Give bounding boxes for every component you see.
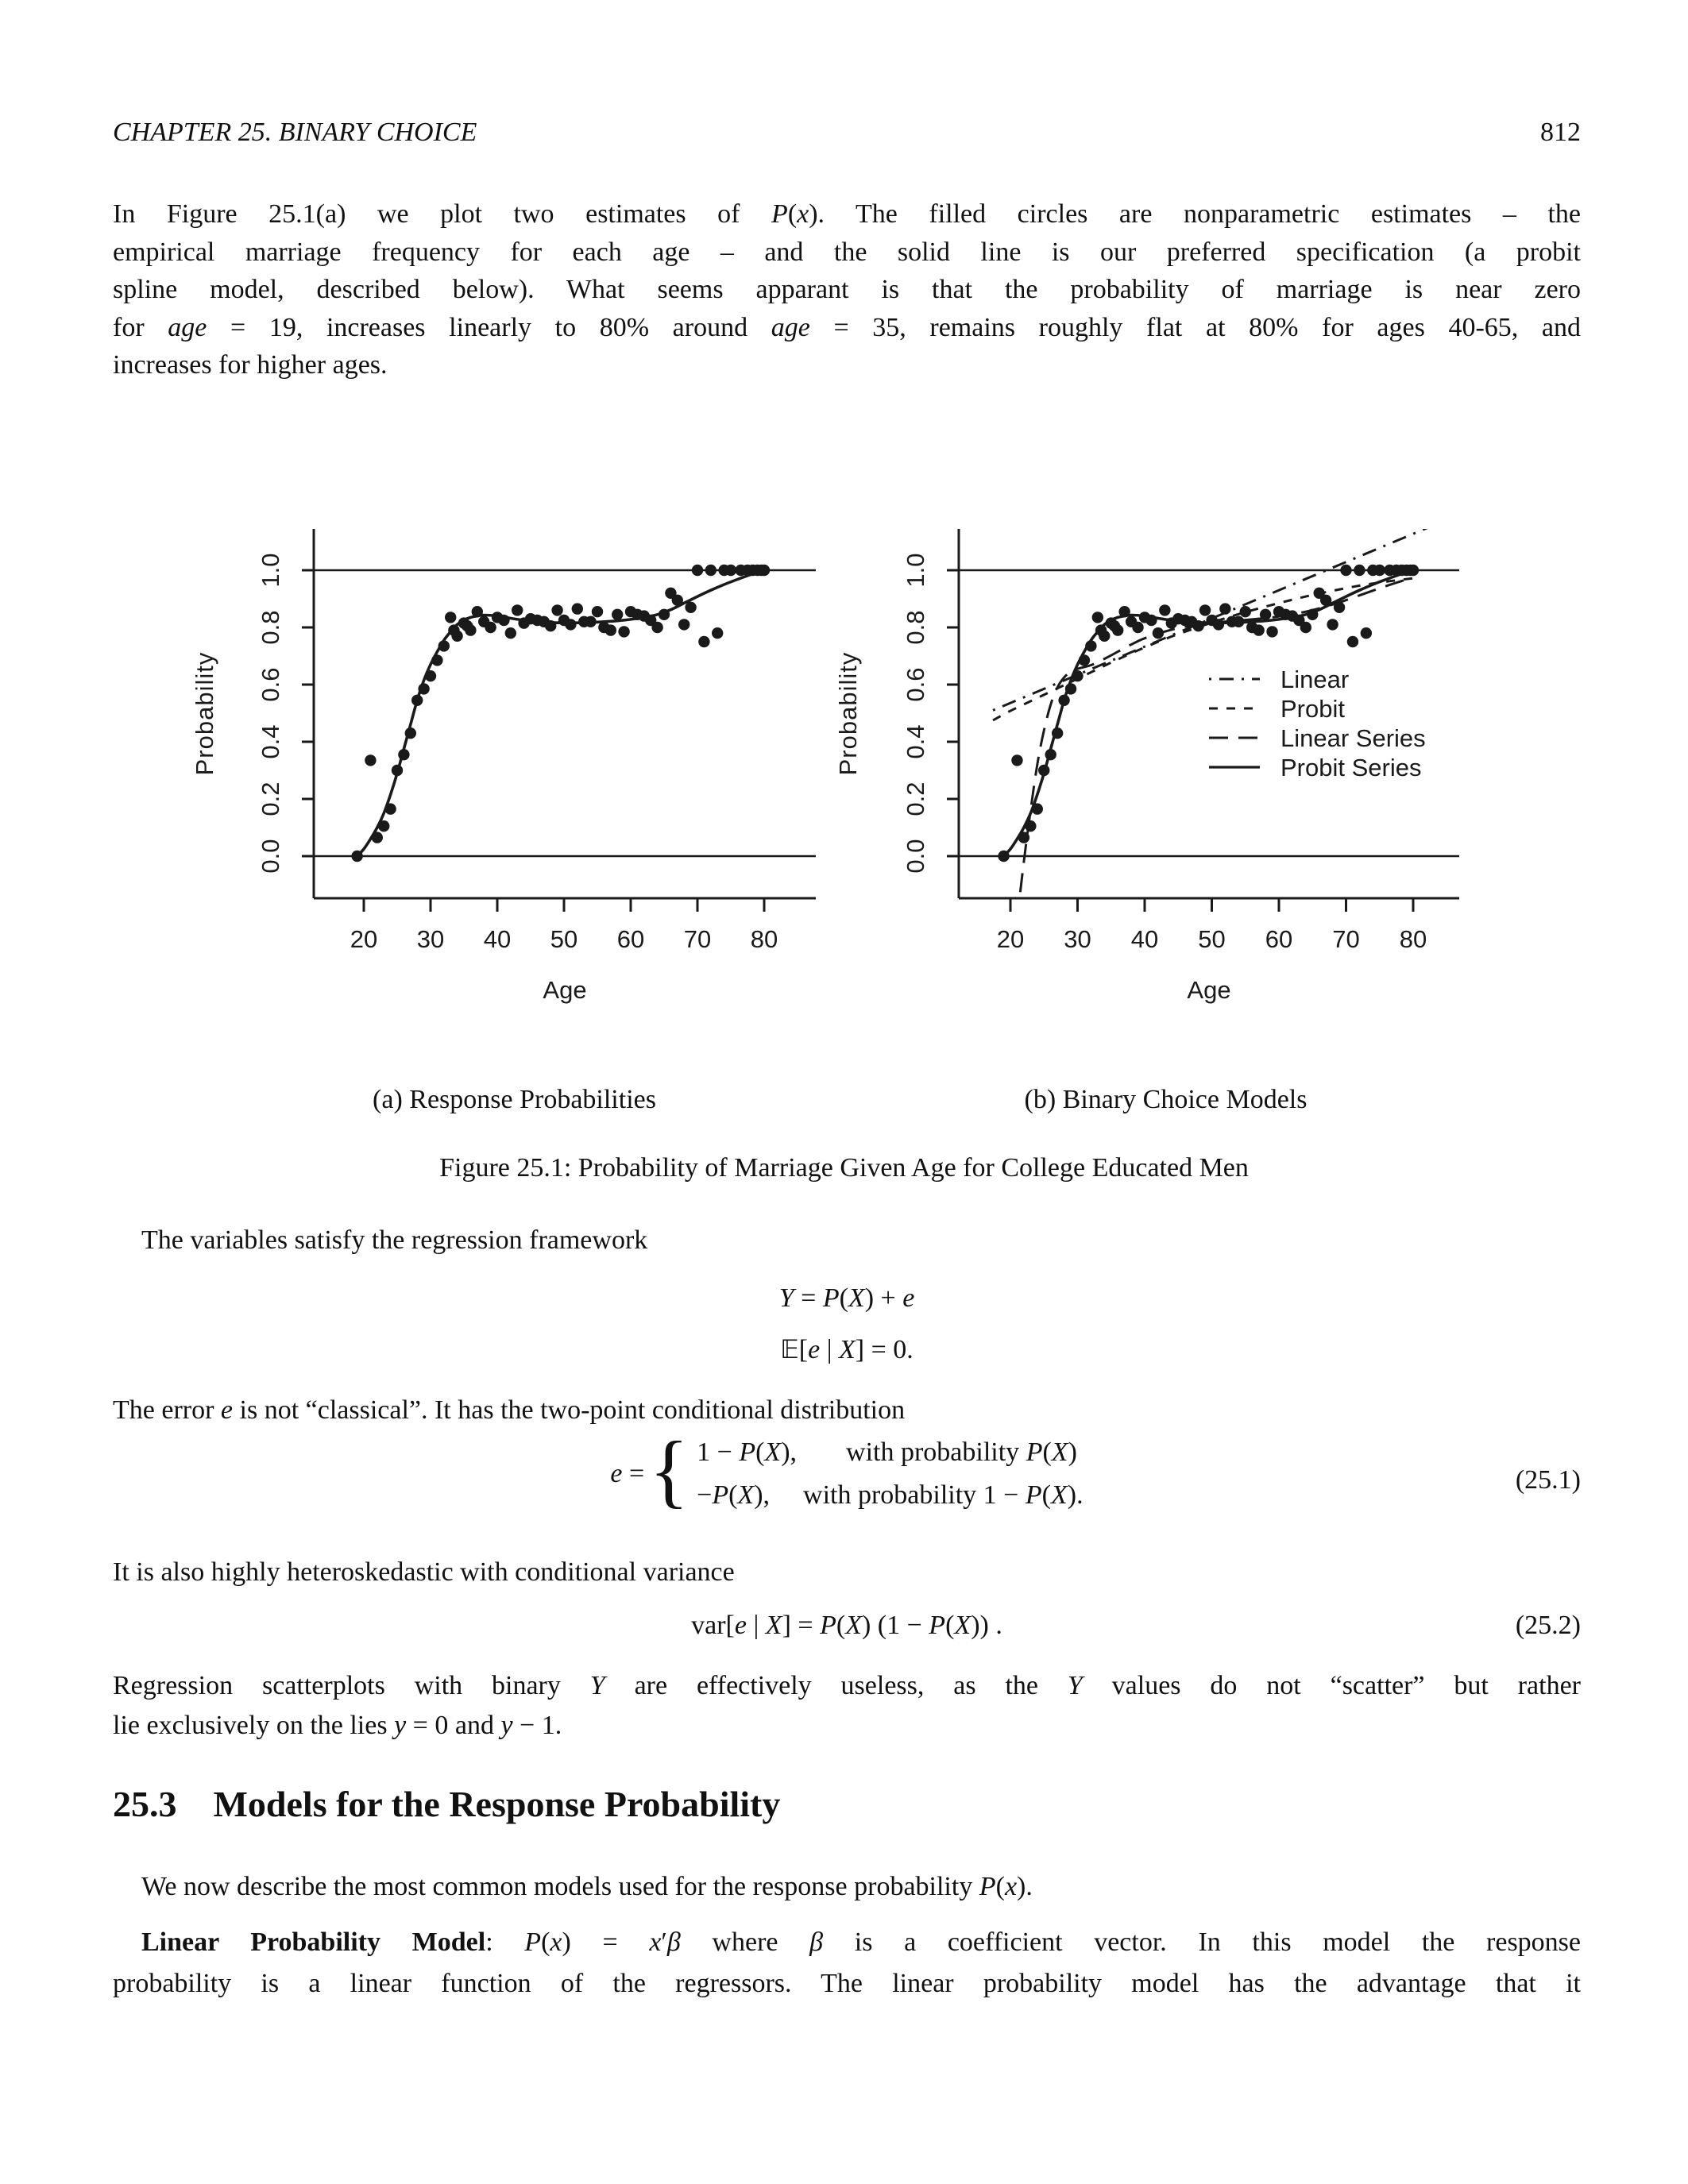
data-point	[465, 624, 476, 635]
paragraph	[113, 1391, 905, 1430]
text-segment: ). The filled circles are nonparametric estimates – the	[809, 199, 1581, 229]
text-segment: ),	[754, 1480, 771, 1510]
data-point	[1025, 820, 1036, 832]
data-point	[1266, 626, 1277, 637]
data-point	[1058, 695, 1069, 706]
text-segment: P	[524, 1927, 542, 1957]
paragraph	[113, 1868, 1033, 1906]
data-point	[1018, 832, 1029, 843]
data-point	[1408, 565, 1419, 576]
text-segment: ) (1 −	[861, 1611, 929, 1640]
data-point	[1099, 631, 1110, 642]
text-segment: P	[1026, 1437, 1043, 1467]
data-point	[1038, 765, 1049, 776]
text-segment: = 0 and	[406, 1711, 501, 1740]
data-point	[1153, 627, 1164, 639]
text-segment: Linear Probability Model	[141, 1927, 486, 1957]
text-segment: X	[848, 1283, 865, 1313]
x-tick-label: 50	[1198, 925, 1226, 953]
paragraph-line	[113, 195, 1581, 233]
data-point	[1011, 754, 1022, 766]
text-segment: (	[945, 1611, 955, 1640]
text-segment: probability is a linear function of the regressors. The linear probability model has the advantage that it	[113, 1969, 1581, 1998]
text-segment: =	[622, 1459, 645, 1488]
x-tick-label: 60	[616, 925, 645, 953]
x-tick-label: 40	[483, 925, 512, 953]
text-segment: X	[765, 1611, 782, 1640]
text-segment: y	[394, 1711, 407, 1740]
figure-caption: Figure 25.1: Probability of Marriage Given Age for College Educated Men	[439, 1153, 1249, 1183]
x-tick-label: 70	[683, 925, 712, 953]
data-point	[1072, 670, 1083, 681]
data-point	[451, 631, 462, 642]
data-point	[725, 565, 736, 576]
data-point	[405, 727, 416, 739]
page-number: 812	[1540, 118, 1581, 147]
data-point	[1092, 612, 1103, 623]
data-point	[438, 640, 450, 651]
y-tick-label: 0.8	[902, 610, 929, 645]
text-segment: (	[755, 1437, 765, 1467]
text-segment: is a coefficient vector. In this model the response	[823, 1927, 1581, 1957]
text-segment: (	[836, 1611, 846, 1640]
data-point	[1032, 803, 1043, 814]
x-tick-label: 60	[1265, 925, 1293, 953]
text-segment: (	[1042, 1437, 1052, 1467]
data-point	[411, 695, 423, 706]
data-point	[1334, 602, 1345, 613]
data-point	[1219, 603, 1230, 614]
data-point	[1327, 619, 1338, 630]
data-point	[1340, 565, 1351, 576]
text-segment: values do not “scatter” but rather	[1082, 1671, 1581, 1700]
scatterplot-paragraph	[113, 1666, 1581, 1746]
text-segment: x	[797, 199, 809, 229]
data-point	[651, 622, 662, 633]
x-tick-label: 20	[350, 925, 378, 953]
text-segment: e	[808, 1335, 821, 1364]
data-point	[692, 565, 703, 576]
y-tick-label: 0.0	[902, 839, 929, 874]
curve-probit	[993, 578, 1413, 720]
section-number: 25.3	[113, 1784, 177, 1824]
y-tick-label: 0.6	[902, 667, 929, 702]
data-point	[1065, 683, 1076, 694]
paragraph-line	[113, 1666, 1581, 1706]
data-point	[612, 609, 623, 620]
text-segment: P	[739, 1437, 756, 1467]
data-point	[1145, 615, 1157, 626]
text-segment: P	[979, 1872, 996, 1901]
text-segment: = 19, increases linearly to 80% around	[207, 312, 771, 342]
text-segment: (	[787, 199, 798, 229]
data-point	[1045, 749, 1056, 760]
y-tick-label: 0.2	[257, 781, 284, 816]
data-point	[431, 654, 442, 666]
text-segment: Y	[589, 1671, 605, 1700]
x-axis-title: Age	[1187, 976, 1231, 1004]
text-segment: Regression scatterplots with binary	[113, 1671, 590, 1700]
y-tick-label: 0.6	[257, 667, 284, 702]
text-segment: ] =	[782, 1611, 821, 1640]
data-point	[1132, 622, 1143, 633]
data-point	[498, 615, 509, 626]
data-point	[425, 670, 436, 681]
text-segment: It is also highly heteroskedastic with conditional variance	[113, 1557, 735, 1587]
data-point	[1320, 595, 1331, 606]
intro-paragraph	[113, 195, 1581, 384]
text-segment: e	[220, 1395, 234, 1425]
legend-label: Linear	[1280, 666, 1350, 693]
text-segment: x	[550, 1927, 562, 1957]
data-point	[672, 595, 683, 606]
text-segment: (	[728, 1480, 738, 1510]
legend-label: Probit Series	[1280, 754, 1422, 781]
text-segment: is not “classical”. It has the two-point conditional distribution	[233, 1395, 906, 1425]
data-point	[705, 565, 717, 576]
y-tick-label: 0.4	[257, 724, 284, 759]
y-tick-label: 1.0	[257, 553, 284, 588]
text-segment: P	[822, 1283, 840, 1313]
data-point	[592, 606, 603, 617]
data-point	[1253, 624, 1264, 635]
legend-label: Probit	[1280, 695, 1345, 723]
text-segment: x	[649, 1927, 662, 1957]
text-segment: age	[168, 312, 207, 342]
text-segment: =	[794, 1283, 823, 1313]
text-segment: e	[734, 1611, 747, 1640]
text-segment: β	[809, 1927, 824, 1957]
text-segment: P	[771, 199, 788, 229]
text-segment: The variables satisfy the regression framework	[141, 1225, 648, 1255]
text-segment: X	[845, 1611, 862, 1640]
text-segment: (	[995, 1872, 1005, 1901]
subcaption-b: (b) Binary Choice Models	[1024, 1085, 1308, 1114]
text-segment: ).	[1067, 1480, 1083, 1510]
paragraph	[113, 1553, 735, 1592]
text-segment: |	[746, 1611, 766, 1640]
text-segment: The error	[113, 1395, 221, 1425]
text-segment: Y	[1067, 1671, 1083, 1700]
equation-number-25-2: (25.2)	[1515, 1611, 1581, 1640]
data-point	[551, 604, 562, 615]
figure-plot-binary-choice-models	[820, 499, 1467, 1023]
text-segment: age	[771, 312, 810, 342]
running-header: CHAPTER 25. BINARY CHOICE	[113, 118, 477, 147]
text-segment: ) +	[864, 1283, 903, 1313]
data-point	[1354, 565, 1365, 576]
text-segment: 1 −	[697, 1437, 740, 1467]
data-point	[445, 612, 456, 623]
data-point	[712, 627, 723, 639]
data-point	[1112, 624, 1123, 635]
text-segment: X	[839, 1335, 856, 1364]
equation-number-25-1: (25.1)	[1515, 1465, 1581, 1495]
section-heading	[113, 1783, 780, 1825]
text-segment: Y	[778, 1283, 794, 1313]
text-segment: X	[1050, 1480, 1068, 1510]
data-point	[1192, 620, 1203, 631]
paragraph-line	[113, 309, 1581, 347]
data-point	[485, 622, 496, 633]
figure-plot-response-probabilities	[176, 499, 824, 1023]
y-axis-title: Probability	[834, 651, 862, 776]
y-tick-label: 0.8	[257, 610, 284, 645]
text-segment: |	[820, 1335, 839, 1364]
text-segment: empirical marriage frequency for each age – and the solid line is our preferred specification (a probit	[113, 237, 1581, 267]
text-segment: P	[820, 1611, 836, 1640]
data-point	[472, 606, 483, 617]
data-point	[1260, 609, 1271, 620]
text-segment: :	[485, 1927, 525, 1957]
data-point	[1233, 616, 1244, 627]
text-segment: X	[1051, 1437, 1068, 1467]
text-segment: y	[500, 1711, 513, 1740]
text-segment: P	[712, 1480, 729, 1510]
data-point	[384, 803, 396, 814]
text-segment: ) =	[562, 1927, 650, 1957]
text-segment: with probability	[846, 1437, 1026, 1467]
data-point	[618, 626, 629, 637]
y-axis-title: Probability	[191, 651, 218, 776]
section-title: Models for the Response Probability	[213, 1784, 781, 1824]
data-point	[1307, 609, 1318, 620]
text-segment: P	[929, 1611, 946, 1640]
data-point	[378, 820, 389, 832]
text-segment: = 35, remains roughly flat at 80% for ages 40-65, and	[809, 312, 1581, 342]
cases-brace: {	[649, 1425, 689, 1516]
x-tick-label: 80	[750, 925, 778, 953]
x-tick-label: 20	[996, 925, 1025, 953]
paragraph-line	[113, 1706, 1581, 1746]
text-segment: − 1.	[512, 1711, 562, 1740]
text-segment: ] = 0.	[855, 1335, 914, 1364]
text-segment: −	[697, 1480, 713, 1510]
paragraph-line	[113, 1963, 1581, 2005]
data-point	[545, 620, 556, 631]
text-segment: ′	[661, 1927, 667, 1957]
y-tick-label: 1.0	[902, 553, 929, 588]
data-point	[1079, 654, 1090, 666]
text-segment: e	[610, 1459, 623, 1488]
equation-expectation	[113, 1334, 1581, 1365]
data-point	[678, 619, 689, 630]
y-tick-label: 0.0	[257, 839, 284, 874]
data-point	[1361, 627, 1372, 639]
x-tick-label: 30	[1064, 925, 1091, 953]
text-segment: X	[737, 1480, 755, 1510]
data-point	[1159, 604, 1170, 615]
y-tick-label: 0.4	[902, 724, 929, 759]
x-axis-title: Age	[543, 976, 587, 1004]
data-point	[351, 851, 362, 862]
x-tick-label: 80	[1399, 925, 1427, 953]
text-segment: (	[839, 1283, 848, 1313]
text-segment: increases for higher ages.	[113, 350, 388, 380]
x-tick-label: 40	[1130, 925, 1159, 953]
text-segment: lie exclusively on the lies	[113, 1711, 395, 1740]
data-point	[605, 624, 616, 635]
text-segment: )	[1068, 1437, 1077, 1467]
data-point	[659, 609, 670, 620]
paragraph	[113, 1221, 647, 1260]
linear-probability-model-paragraph	[113, 1922, 1581, 2005]
text-segment: )) .	[971, 1611, 1002, 1640]
equation-regression	[113, 1283, 1581, 1314]
text-segment: e	[902, 1283, 915, 1313]
data-point	[1300, 622, 1311, 633]
text-segment: P	[1025, 1480, 1042, 1510]
data-point	[505, 627, 516, 639]
text-segment: where	[680, 1927, 810, 1957]
data-point	[1213, 619, 1224, 630]
data-point	[759, 565, 770, 576]
x-tick-label: 70	[1332, 925, 1360, 953]
y-tick-label: 0.2	[902, 781, 929, 816]
text-segment: for	[113, 312, 168, 342]
data-point	[418, 683, 429, 694]
data-point	[698, 636, 709, 647]
data-point	[398, 749, 409, 760]
paragraph-line	[113, 1922, 1581, 1963]
text-segment: (	[541, 1927, 550, 1957]
x-tick-label: 30	[416, 925, 445, 953]
x-tick-label: 50	[550, 925, 578, 953]
data-point	[1240, 606, 1251, 617]
text-segment: [	[798, 1335, 809, 1364]
data-point	[1199, 604, 1211, 615]
data-point	[1052, 727, 1063, 739]
data-point	[565, 619, 576, 630]
text-segment: X	[954, 1611, 971, 1640]
text-segment: spline model, described below). What seems apparant is that the probability of marriage is near zero	[113, 275, 1581, 304]
text-segment: x	[1004, 1872, 1018, 1901]
text-segment: var[	[691, 1611, 735, 1640]
data-point	[365, 754, 376, 766]
data-point	[372, 832, 383, 843]
text-segment: with probability 1 −	[803, 1480, 1026, 1510]
text-segment: We now describe the most common models used for the response probability	[141, 1872, 979, 1901]
subcaption-a: (a) Response Probabilities	[373, 1085, 656, 1114]
text-segment: 𝔼	[780, 1334, 799, 1364]
text-segment: ),	[781, 1437, 798, 1467]
text-segment: are effectively useless, as the	[605, 1671, 1068, 1700]
data-point	[392, 765, 403, 776]
data-point	[1347, 636, 1358, 647]
paragraph-line	[113, 271, 1581, 309]
data-point	[685, 602, 696, 613]
text-segment: X	[764, 1437, 782, 1467]
paragraph-line	[113, 233, 1581, 272]
data-point	[1118, 606, 1130, 617]
text-segment: β	[666, 1927, 681, 1957]
data-point	[512, 604, 523, 615]
axes	[257, 529, 816, 953]
legend-label: Linear Series	[1280, 724, 1426, 752]
data-point	[572, 603, 583, 614]
text-segment: In Figure 25.1(a) we plot two estimates of	[113, 199, 772, 229]
text-segment: (	[1041, 1480, 1051, 1510]
text-segment: ).	[1017, 1872, 1033, 1901]
paragraph-line	[113, 346, 1581, 384]
data-point	[998, 851, 1009, 862]
data-point	[1085, 640, 1096, 651]
data-point	[1374, 565, 1385, 576]
data-point	[585, 616, 596, 627]
legend	[1209, 666, 1426, 781]
